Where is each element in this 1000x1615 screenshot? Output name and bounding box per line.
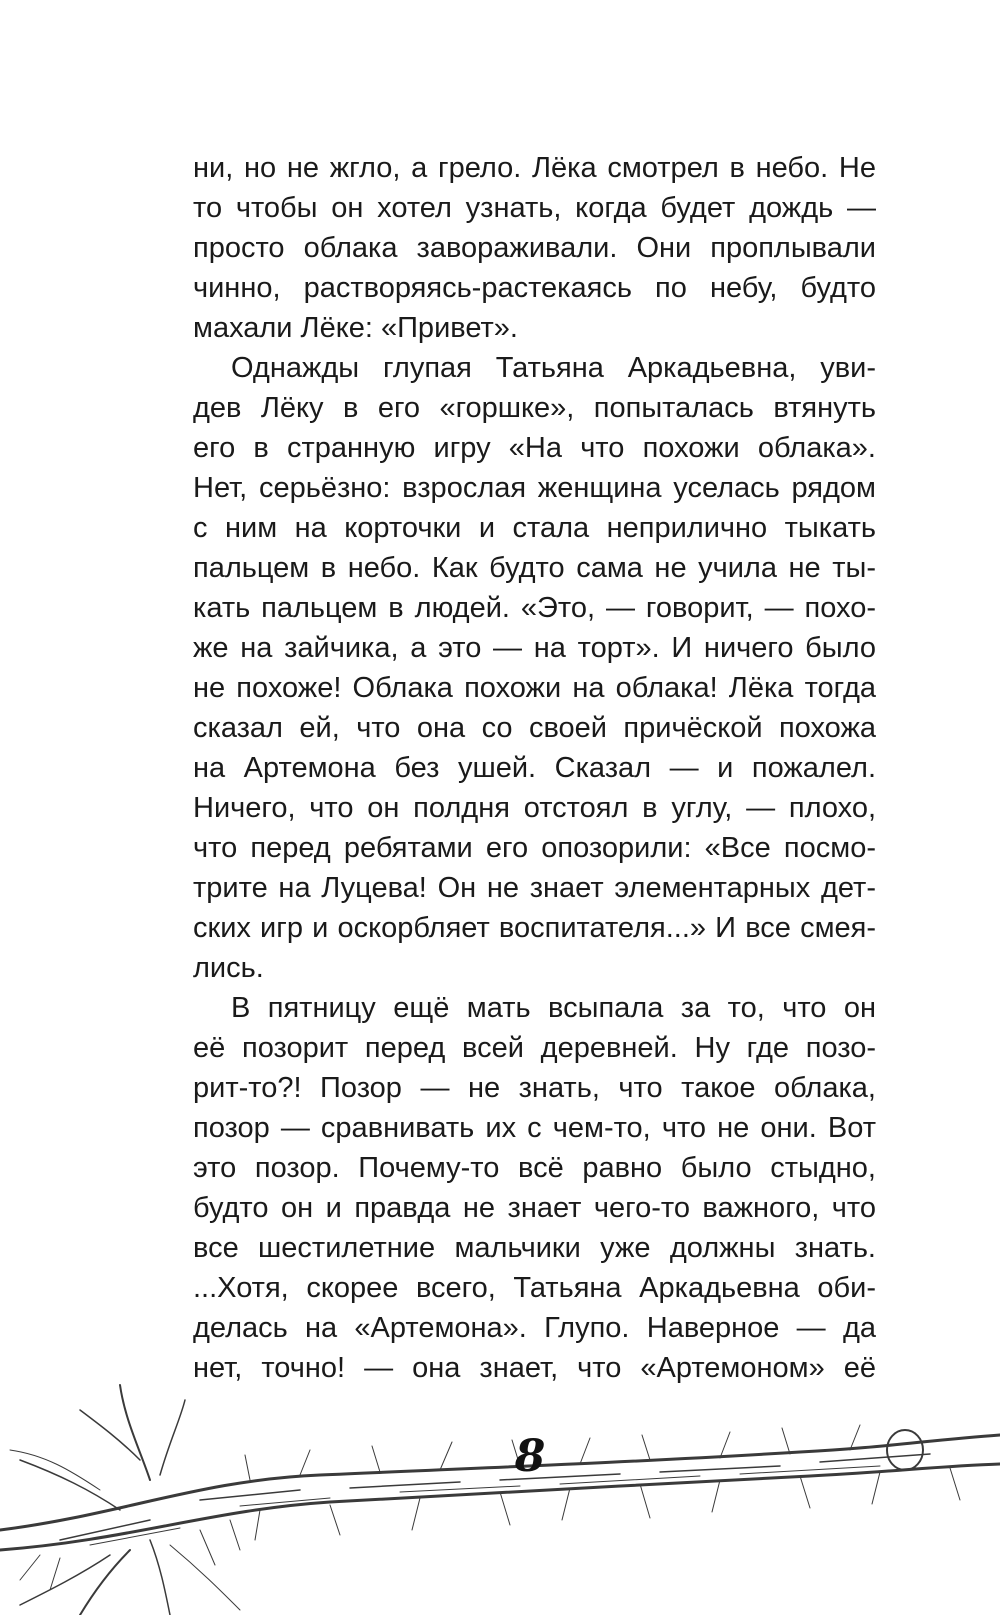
text-line: будто он и правда не знает чего-то важного, что: [193, 1192, 876, 1224]
text-line: на Артемона без ушей. Сказал — и пожалел.: [193, 752, 876, 784]
text-line: просто облака завораживали. Они проплывали: [193, 232, 876, 264]
text-line: то чтобы он хотел узнать, когда будет дождь —: [193, 192, 876, 224]
page-number: 8: [514, 1431, 546, 1482]
text-line: чинно, растворяясь-растекаясь по небу, будто: [193, 272, 876, 304]
paragraph-3: [193, 988, 876, 1388]
text-line: пальцем в небо. Как будто сама не учила не ты-: [193, 552, 876, 584]
text-line: нет, точно! — она знает, что «Артемоном» её: [193, 1352, 876, 1384]
text-line: лись.: [193, 952, 264, 984]
text-line: позор — сравнивать их с чем-то, что не они. Вот: [193, 1112, 876, 1144]
text-line: дев Лёку в его «горшке», попыталась втянуть: [193, 392, 876, 424]
text-line: рит-то?! Позор — не знать, что такое облака,: [193, 1072, 876, 1104]
text-line: Однажды глупая Татьяна Аркадьевна, уви-: [231, 352, 876, 384]
text-line: Нет, серьёзно: взрослая женщина уселась рядом: [193, 472, 876, 504]
text-line: Ничего, что он полдня отстоял в углу, — плохо,: [193, 792, 876, 824]
paragraph-2: [193, 348, 876, 988]
text-line: его в странную игру «На что похожи облака».: [193, 432, 876, 464]
text-line: не похоже! Облака похожи на облака! Лёка тогда: [193, 672, 876, 704]
text-line: все шестилетние мальчики уже должны знать.: [193, 1232, 876, 1264]
branch-illustration: [0, 1380, 1000, 1615]
text-line: с ним на корточки и стала неприлично тыкать: [193, 512, 876, 544]
text-line: делась на «Артемона». Глупо. Наверное — да: [193, 1312, 876, 1344]
text-line: ских игр и оскорбляет воспитателя...» И все смея-: [193, 912, 876, 944]
text-line: ни, но не жгло, а грело. Лёка смотрел в небо. Не: [193, 152, 876, 184]
text-line: В пятницу ещё мать всыпала за то, что он: [231, 992, 876, 1024]
text-line: трите на Луцева! Он не знает элементарных дет-: [193, 872, 876, 904]
text-line: это позор. Почему-то всё равно было стыдно,: [193, 1152, 876, 1184]
text-line: кать пальцем в людей. «Это, — говорит, — похо-: [193, 592, 876, 624]
text-line: же на зайчика, а это — на торт». И ничего было: [193, 632, 876, 664]
text-line: махали Лёке: «Привет».: [193, 312, 518, 344]
body-text: [193, 148, 876, 1388]
text-line: сказал ей, что она со своей причёской похожа: [193, 712, 876, 744]
text-line: ...Хотя, скорее всего, Татьяна Аркадьевна оби-: [193, 1272, 876, 1304]
text-line: что перед ребятами его опозорили: «Все посмо-: [193, 832, 876, 864]
text-line: её позорит перед всей деревней. Ну где позо-: [193, 1032, 876, 1064]
paragraph-1: [193, 148, 876, 348]
